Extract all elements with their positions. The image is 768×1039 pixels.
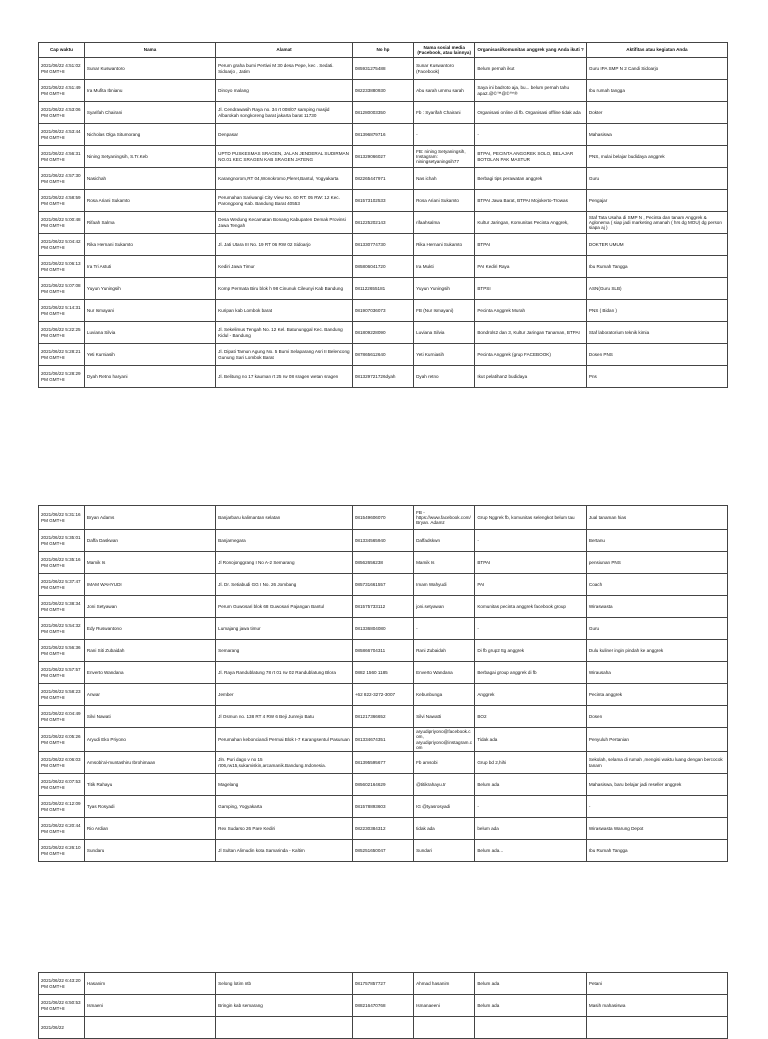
address-cell: Komp Permata Biru blok h 98 Cinunuk Cileunyi Kab Bandung [216,278,353,300]
name-cell: Rosa Ariani Sukamto [84,190,215,212]
timestamp-cell: 2021/06/22 5:00:48 PM GMT+8 [39,212,85,234]
organization-cell: - [475,530,587,552]
activity-cell: Wiraswasta Warung Depot [586,818,727,840]
sheet-page-3 [38,972,728,1039]
activity-cell: Dosen [586,706,727,728]
activity-cell: PNS, mulai belajar budidaya anggrek [586,146,727,168]
address-cell: Jl Ronojonggrang I No A-2 Semarang [216,552,353,574]
timestamp-cell: 2021/06/22 6:20:44 PM GMT+8 [39,818,85,840]
organization-cell: BO2 [475,706,587,728]
timestamp-cell: 2021/06/22 4:57:30 PM GMT+8 [39,168,85,190]
table-row [39,552,728,574]
table-body [39,506,728,862]
social-media-cell: Rosa Ariani Sukamto [414,190,475,212]
social-media-cell: joni.setyawan [414,596,475,618]
timestamp-cell: 2021/06/22 5:57:57 PM GMT+8 [39,662,85,684]
social-media-cell: FB - https://www.facebook.com/Bryan. Adamz [414,506,475,530]
address-cell: Jember [216,684,353,706]
address-cell: Jln. Puri dago v no 15 rt06,rw15,sukamiskin,arcamanik.Bandung.Indonesia. [216,752,353,774]
organization-cell: Komunitas pecinta anggrek facebook group [475,596,587,618]
organization-cell: PAI [475,574,587,596]
organization-cell [475,1017,587,1039]
phone-cell: 081757857727 [352,973,413,995]
social-media-cell: Sundari [414,840,475,862]
timestamp-cell: 2021/06/22 5:35:16 PM GMT+8 [39,552,85,574]
social-media-cell: Kebunbunga [414,684,475,706]
phone-cell: 081578893603 [352,796,413,818]
activity-cell: Dulu kuliner ingin pindah ke anggrek [586,640,727,662]
name-cell: Tyas Rosyadi [84,796,215,818]
table-row [39,973,728,995]
address-cell: Denpasar [216,124,353,146]
name-cell: Nicholas Olga Situmorang [84,124,215,146]
timestamp-cell: 2021/06/22 5:58:23 PM GMT+8 [39,684,85,706]
social-media-cell: Fb : Syarifah Chairani [414,102,475,124]
activity-cell: Dosen PNS [586,344,727,366]
timestamp-cell: 2021/06/22 6:05:26 PM GMT+8 [39,728,85,752]
address-cell: Dinoyo malang [216,80,353,102]
activity-cell: Ibu Rumah Tangga [586,840,727,862]
organization-cell: Kultur Jaringan, Komunitas Pecinta Anggrek, [475,212,587,234]
address-cell: Jl Sultan Alimudin kota Samarinda - Kaltim [216,840,353,862]
organization-cell: Anggrek [475,684,587,706]
address-cell: Jl. Raya Randublatung 78 rt 01 rw 02 Randublatung Blora [216,662,353,684]
activity-cell: PNS ( Bidan ) [586,300,727,322]
table-body [39,973,728,1039]
table-row [39,728,728,752]
table-row [39,684,728,706]
name-cell: Enverto Wandana [84,662,215,684]
name-cell: Sunar Kuswantoro [84,58,215,80]
organization-cell: Grup bd 2,hihi [475,752,587,774]
table-row [39,102,728,124]
social-media-cell: FB: nining Setyaningsih, Instagram: niningsetyaningsih77 [414,146,475,168]
name-cell: Yeti Kurniasih [84,344,215,366]
organization-cell: Pecinta Anggrek Murah [475,300,587,322]
social-media-cell: @titikrahayu.tr [414,774,475,796]
activity-cell: Ibu rumah tangga [586,80,727,102]
name-cell: Syarifah Chairani [84,102,215,124]
table-row [39,256,728,278]
timestamp-cell: 2021/06/22 6:26:10 PM GMT+8 [39,840,85,862]
timestamp-cell: 2021/06/22 6:07:53 PM GMT+8 [39,774,85,796]
activity-cell: Pecinta anggrek [586,684,727,706]
address-cell: Selong lotim ntb [216,973,353,995]
phone-cell: 081396879716 [352,124,413,146]
phone-cell: 081329721726dyah [352,366,413,388]
col-header-social-media: Nama sosial media (Facebook, atau lainnya) [414,43,475,58]
social-media-cell: FB (Nur Ismayani) [414,300,475,322]
phone-cell: 085931275488 [352,58,413,80]
name-cell: Mamik Is [84,552,215,574]
phone-cell: 088216470768 [352,995,413,1017]
social-media-cell: Ismanaeeni [414,995,475,1017]
name-cell [84,1017,215,1039]
social-media-cell: aryudipriyono@facebook.com, aryudipriyono@instagram.com [414,728,475,752]
organization-cell: PAI Kediri Raya [475,256,587,278]
name-cell: Yuyun Yuningsih [84,278,215,300]
table-row [39,366,728,388]
name-cell: Sundaru [84,840,215,862]
organization-cell: Tidak ada [475,728,587,752]
timestamp-cell: 2021/06/22 4:51:49 PM GMT+8 [39,80,85,102]
table-row [39,618,728,640]
address-cell: Lumajang jawa timur [216,618,353,640]
name-cell: Aryudi Eko Priyono [84,728,215,752]
activity-cell: pensiunan PNS [586,552,727,574]
organization-cell: BTPSI [475,278,587,300]
name-cell: Daffa Daskwan [84,530,215,552]
table-row [39,530,728,552]
col-header-organization: Organisasi/komunitas anggrek yang Anda ikuti ? [475,43,587,58]
table-row [39,190,728,212]
phone-cell: 081334674351 [352,728,413,752]
phone-cell: 081225202143 [352,212,413,234]
activity-cell: DOKTER UMUM [586,234,727,256]
activity-cell: Sekolah, selama di rumah ,mengisi waktu luang dengan bercocok tanam [586,752,727,774]
address-cell: Semarang [216,640,353,662]
activity-cell [586,1017,727,1039]
name-cell: Rio Ardian [84,818,215,840]
address-cell: Perumahan Sariwangi City View No. 60 RT: 05 RW: 12 Kec. Parongpong Kab. Bandung Barat 40553 [216,190,353,212]
table-row [39,995,728,1017]
phone-cell: 081330774730 [352,234,413,256]
organization-cell: BTPAI [475,234,587,256]
activity-cell: - [586,796,727,818]
phone-cell: 08562656238 [352,552,413,574]
organization-cell: BTPAI, PECINTA ANGGREK SOLO, BELAJAR BOTOLAN PAK MASTUR [475,146,587,168]
social-media-cell: Yeti Kurniasih [414,344,475,366]
social-media-cell: Enverto Wandana [414,662,475,684]
table-row [39,58,728,80]
phone-cell [352,1017,413,1039]
name-cell: Hasanim [84,973,215,995]
phone-cell: 0882 1560 1185 [352,662,413,684]
address-cell: Perum graha bumi Pertiwi M 30 desa Pepe, kec . Sedati. Sidoarjo , Jatim [216,58,353,80]
phone-cell: 082265447971 [352,168,413,190]
table-row [39,752,728,774]
phone-cell: 085806041720 [352,256,413,278]
organization-cell: Belum ada [475,774,587,796]
table-row [39,124,728,146]
phone-cell: 081907036073 [352,300,413,322]
col-header-phone: No hp [352,43,413,58]
organization-cell: BTPAI [475,552,587,574]
social-media-cell: Sunar Kuswantoro (Facebook) [414,58,475,80]
address-cell: Jl. Sekelimus Tengah No. 12 Kel. Batununggal Kec. Bandung Kidul - Bandung [216,322,353,344]
table-row [39,344,728,366]
social-media-cell: Imam Wahyudi [414,574,475,596]
survey-table [38,505,728,862]
organization-cell: Di fb grup2 ttg anggrek [475,640,587,662]
timestamp-cell: 2021/06/22 [39,1017,85,1039]
address-cell: Jl. Dr. Setiabudi GG I No. 26 Jombang [216,574,353,596]
activity-cell: Guru IPA SMP N 2 Candi Sidoarjo [586,58,727,80]
activity-cell: Guru [586,618,727,640]
organization-cell: BTPAI Jawa Barat, BTPAI Mojokerto-Trowas [475,190,587,212]
activity-cell: Bertanu [586,530,727,552]
activity-cell: Dokter [586,102,727,124]
address-cell: Perumahan kebonciandi Permai Blok I-7 Karangsentul Pasuruan [216,728,353,752]
activity-cell: Pns [586,366,727,388]
organization-cell: Bondrols2 dan 3, Kultur Jaringan Tanaman, BTPAI [475,322,587,344]
address-cell: Jl. Belitung no 17 kauman rt 25 rw 08 sragen wetan sragen [216,366,353,388]
name-cell: Joni Setyawan [84,596,215,618]
social-media-cell: Ahmad hasanim [414,973,475,995]
table-row [39,818,728,840]
address-cell: Karangnorom,RT 04,Wonokromo,Pleret,Bantul, Yogyakarta [216,168,353,190]
activity-cell: Wirausaha [586,662,727,684]
table-row [39,662,728,684]
name-cell: Bryan Adams [84,506,215,530]
address-cell [216,1017,353,1039]
name-cell: Silvi Nawati [84,706,215,728]
organization-cell: Belum ada... [475,840,587,862]
table-row [39,506,728,530]
phone-cell: 081809228090 [352,322,413,344]
phone-cell: 081549606070 [352,506,413,530]
table-row [39,640,728,662]
table-row [39,840,728,862]
table-row [39,80,728,102]
timestamp-cell: 2021/06/22 5:14:31 PM GMT+8 [39,300,85,322]
col-header-name: Nama [84,43,215,58]
timestamp-cell: 2021/06/22 5:06:13 PM GMT+8 [39,256,85,278]
activity-cell: ASN(Guru SLB) [586,278,727,300]
address-cell: Gamping, Yogyakarta [216,796,353,818]
name-cell: Ira Tri Astuti [84,256,215,278]
name-cell: Anwar [84,684,215,706]
address-cell: Jl Osmun no. 138 RT 4 RW 6 Beji Junrejo Batu [216,706,353,728]
social-media-cell: Nas ichah [414,168,475,190]
activity-cell: Masih mahasiswa [586,995,727,1017]
address-cell: Jl. Cendrawasih Raya no. 34 rt 008/07 samping masjid Albarokah songkoreng barat jakarta barat 11730 [216,102,353,124]
name-cell: Amsobi'al-muntashiru Ibrohimaan [84,752,215,774]
timestamp-cell: 2021/06/22 5:31:16 PM GMT+8 [39,506,85,530]
social-media-cell: Ira Mukti [414,256,475,278]
phone-cell: 081573102533 [352,190,413,212]
activity-cell: Staf Tata Usaha di SMP N , Pecinta dan tanam Anggrek & Aglonema ( siap jadi marketing amanah ( hrs dg MOU) dg person siapa aj ) [586,212,727,234]
address-cell: Banjarnegara [216,530,353,552]
sheet-page-2 [38,505,728,862]
table-row [39,706,728,728]
activity-cell: Penyuluh Pertanian [586,728,727,752]
table-row [39,278,728,300]
phone-cell: 085866704311 [352,640,413,662]
social-media-cell: Luviana Silvia [414,322,475,344]
social-media-cell: IG @tyasrosyadi [414,796,475,818]
phone-cell: 082233880930 [352,80,413,102]
address-cell: Kuripan kab Lombok barat [216,300,353,322]
organization-cell: Berbagi tips perawatan anggrek [475,168,587,190]
social-media-cell: - [414,618,475,640]
organization-cell: Ikut pelatihan2 budidaya [475,366,587,388]
phone-cell: 081122655181 [352,278,413,300]
address-cell: Bringin kab semarang [216,995,353,1017]
activity-cell: Coach [586,574,727,596]
timestamp-cell: 2021/06/22 6:12:09 PM GMT+8 [39,796,85,818]
name-cell: Titik Rahayu [84,774,215,796]
phone-cell: 085602164629 [352,774,413,796]
col-header-activity: Aktifitas atau kegiatan Anda [586,43,727,58]
activity-cell: Mahasiswa [586,124,727,146]
table-row [39,574,728,596]
timestamp-cell: 2021/06/22 5:04:42 PM GMT+8 [39,234,85,256]
organization-cell: belum ada [475,818,587,840]
activity-cell: Wiraswasta [586,596,727,618]
phone-cell: 081336804080 [352,618,413,640]
address-cell: Kediri Jawa Timur [216,256,353,278]
sheet-page-1 [38,42,728,388]
name-cell: Luviana Silvia [84,322,215,344]
social-media-cell: - [414,124,475,146]
timestamp-cell: 2021/06/22 5:56:36 PM GMT+8 [39,640,85,662]
address-cell: Perum Guwosari blok 68 Guwosari Pajangan Bantul [216,596,353,618]
table-row [39,146,728,168]
table-row [39,234,728,256]
address-cell: Jl. Jati Utara III No. 19 RT 06 RW 02 Sidoarjo [216,234,353,256]
social-media-cell: Abu sarah ummu sarah [414,80,475,102]
timestamp-cell: 2021/06/22 5:35:01 PM GMT+8 [39,530,85,552]
name-cell: Rifaah Salma [84,212,215,234]
timestamp-cell: 2021/06/22 5:28:29 PM GMT+8 [39,366,85,388]
social-media-cell: rifaahsalma [414,212,475,234]
social-media-cell: Daffadskwn [414,530,475,552]
activity-cell: Guru [586,168,727,190]
organization-cell: Grup Nggrek fb, komunitas selengkot belum tau [475,506,587,530]
activity-cell: Jual tanaman hias [586,506,727,530]
timestamp-cell: 2021/06/22 5:28:21 PM GMT+8 [39,344,85,366]
social-media-cell: tidak ada [414,818,475,840]
phone-cell: 085251650047 [352,840,413,862]
phone-cell: 081575733112 [352,596,413,618]
timestamp-cell: 2021/06/22 4:53:44 PM GMT+8 [39,124,85,146]
social-media-cell: Yuyun Yuningsih [414,278,475,300]
table-row [39,322,728,344]
table-row [39,300,728,322]
organization-cell: - [475,796,587,818]
activity-cell: Petani [586,973,727,995]
header-row [39,43,728,58]
phone-cell: 081280003350 [352,102,413,124]
address-cell: Magelang [216,774,353,796]
col-header-address: Alamat [216,43,353,58]
table-row [39,796,728,818]
organization-cell: Belum ada [475,973,587,995]
organization-cell: Belum pernah ikut [475,58,587,80]
phone-cell: 082230384312 [352,818,413,840]
name-cell: Rani Siti Zubaidah [84,640,215,662]
phone-cell: 087865612640 [352,344,413,366]
address-cell: Desa Wedung Kecamatan Bonang Kabupaten Demak Provinsi Jawa Tengah [216,212,353,234]
organization-cell: Organisasi online di fb. Organisasi offline tidak ada [475,102,587,124]
timestamp-cell: 2021/06/22 6:04:49 PM GMT+8 [39,706,85,728]
organization-cell: Saya ini badroto aja, bu... belum pernah tahu apa2.@©™@©™® [475,80,587,102]
timestamp-cell: 2021/06/22 4:51:02 PM GMT+8 [39,58,85,80]
table-row [39,596,728,618]
timestamp-cell: 2021/06/22 5:37:47 PM GMT+8 [39,574,85,596]
table-row [39,1017,728,1039]
organization-cell: Pecinta Anggrek (grup FACEBOOK) [475,344,587,366]
timestamp-cell: 2021/06/22 4:58:59 PM GMT+8 [39,190,85,212]
name-cell: Ira Mufita Ibnianu [84,80,215,102]
timestamp-cell: 2021/06/22 4:56:31 PM GMT+8 [39,146,85,168]
phone-cell: 081395595677 [352,752,413,774]
name-cell: Edy Ruswantono [84,618,215,640]
organization-cell: - [475,618,587,640]
name-cell: Dyah Retno haryani [84,366,215,388]
address-cell: Banjarbaru kalimantan selatan [216,506,353,530]
timestamp-cell: 2021/06/22 5:38:34 PM GMT+8 [39,596,85,618]
address-cell: UPTD PUSKESMAS SRAGEN, JALAN JENDERAL SUDIRMAN NO.01 KEC SRAGEN KAB SRAGEN JATENG [216,146,353,168]
col-header-timestamp: Cap waktu [39,43,85,58]
social-media-cell: Dyah retno [414,366,475,388]
name-cell: Rika Hernani Sukamto [84,234,215,256]
table-row [39,774,728,796]
social-media-cell: Fb amsobi [414,752,475,774]
activity-cell: Staf laboratorium teknik kimia [586,322,727,344]
organization-cell: Belum ada [475,995,587,1017]
name-cell: Nining Setyaningsih, S.Tr.Keb [84,146,215,168]
organization-cell: Berbagai group anggrek di fb [475,662,587,684]
timestamp-cell: 2021/06/22 5:22:25 PM GMT+8 [39,322,85,344]
timestamp-cell: 2021/06/22 5:07:08 PM GMT+8 [39,278,85,300]
social-media-cell: Rika Hernani Sukamto [414,234,475,256]
social-media-cell: Silvi Nawatti [414,706,475,728]
phone-cell: 081334565940 [352,530,413,552]
timestamp-cell: 2021/06/22 4:53:06 PM GMT+8 [39,102,85,124]
table-body [39,58,728,388]
social-media-cell [414,1017,475,1039]
phone-cell: 085731661557 [352,574,413,596]
table-row [39,212,728,234]
activity-cell: Pengajar [586,190,727,212]
phone-cell: 081329066027 [352,146,413,168]
name-cell: Ismaeni [84,995,215,1017]
timestamp-cell: 2021/06/22 5:54:32 PM GMT+8 [39,618,85,640]
phone-cell: 081217366652 [352,706,413,728]
name-cell: Nur Ismayani [84,300,215,322]
timestamp-cell: 2021/06/22 6:06:03 PM GMT+8 [39,752,85,774]
address-cell: Rex Sudarso 26 Pare Kediri [216,818,353,840]
name-cell: IMAM WAHYUDI [84,574,215,596]
social-media-cell: Rani Zubaidah [414,640,475,662]
timestamp-cell: 2021/06/22 6:43:20 PM GMT+8 [39,973,85,995]
organization-cell: - [475,124,587,146]
social-media-cell: Mamik Is [414,552,475,574]
name-cell: Nasichah [84,168,215,190]
activity-cell: Ibu Rumah Tangga [586,256,727,278]
timestamp-cell: 2021/06/22 6:50:53 PM GMT+8 [39,995,85,1017]
survey-table [38,972,728,1039]
activity-cell: Mahasiswa, baru belajar jadi reseller anggrek [586,774,727,796]
address-cell: Jl. Dipati Tamun Agung No. 5 Bumi Selaparang Asri II Belencong Gunung Sari Lombok Barat [216,344,353,366]
table-row [39,168,728,190]
survey-table [38,42,728,388]
phone-cell: +62 822-3272-3007 [352,684,413,706]
